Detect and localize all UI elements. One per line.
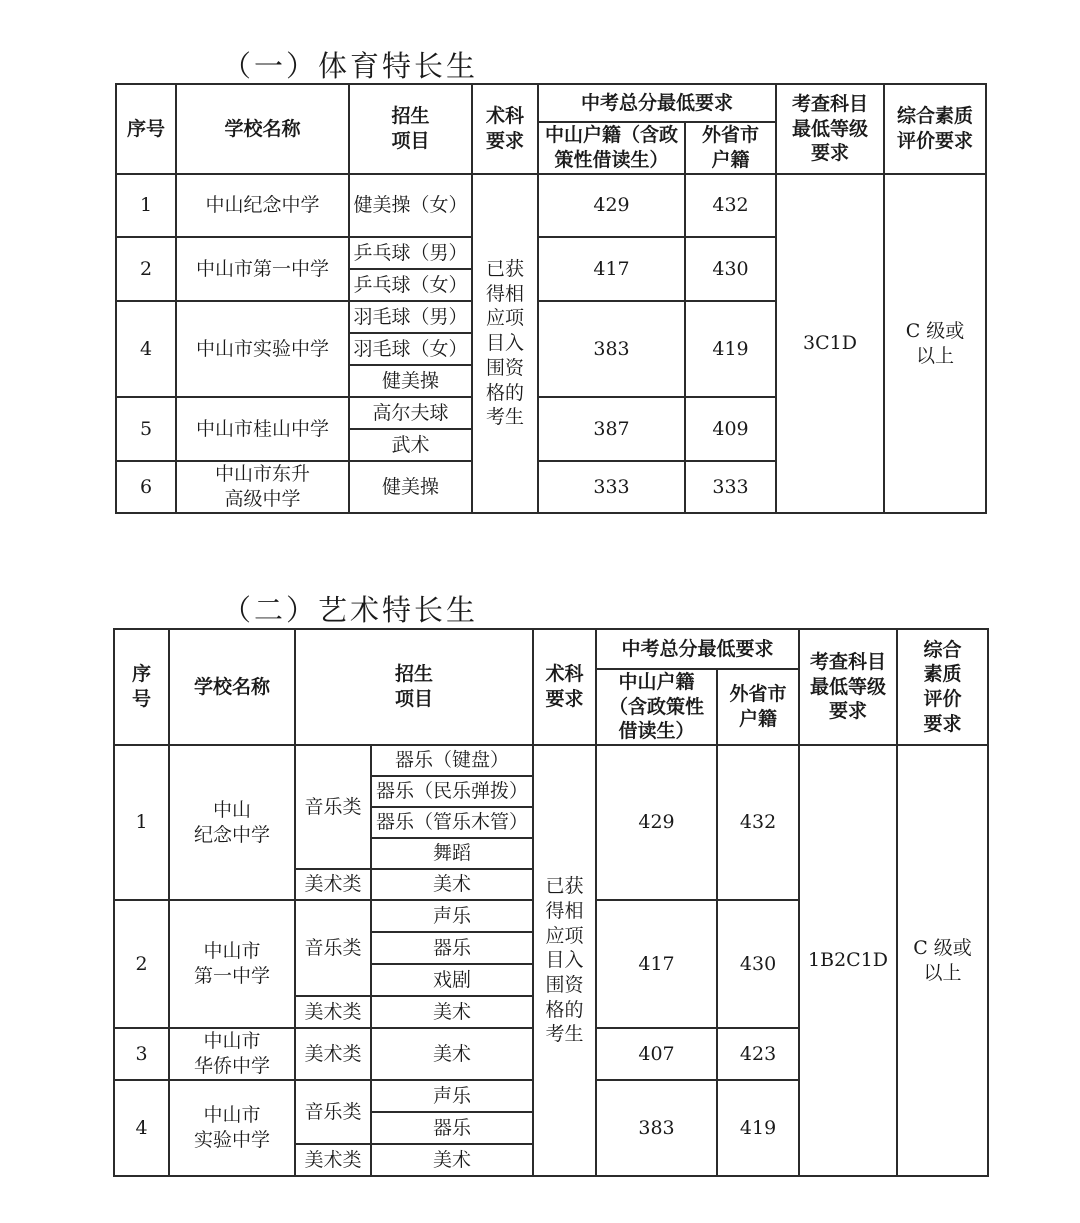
header-item: 招生 项目	[349, 84, 472, 174]
header-score-group: 中考总分最低要求	[596, 629, 799, 669]
other-score: 430	[717, 900, 799, 1028]
grade-requirement: 3C1D	[776, 174, 884, 513]
other-score: 430	[685, 237, 776, 301]
program-item: 器乐（键盘）	[371, 745, 533, 776]
header-zs-score: 中山户籍（含政 策性借读生）	[538, 122, 685, 174]
grade-requirement: 1B2C1D	[799, 745, 897, 1176]
program-item: 武术	[349, 429, 472, 461]
school-name: 中山市第一中学	[176, 237, 349, 301]
row-no: 4	[114, 1080, 169, 1176]
category-name: 美术类	[295, 1028, 371, 1080]
category-name: 美术类	[295, 996, 371, 1028]
quality-requirement: C 级或 以上	[897, 745, 988, 1176]
program-item: 健美操	[349, 461, 472, 513]
header-zs-score: 中山户籍 （含政策性 借读生）	[596, 669, 717, 745]
header-no: 序 号	[114, 629, 169, 745]
other-score: 432	[685, 174, 776, 237]
program-item: 戏剧	[371, 964, 533, 996]
category-name: 美术类	[295, 1144, 371, 1176]
program-item: 器乐	[371, 932, 533, 964]
row-no: 2	[116, 237, 176, 301]
sports-table	[115, 83, 987, 514]
header-school: 学校名称	[176, 84, 349, 174]
skill-requirement: 已获 得相 应项 目入 围资 格的 考生	[533, 745, 596, 1176]
header-skill: 术科 要求	[472, 84, 538, 174]
zs-score: 429	[596, 745, 717, 900]
category-name: 美术类	[295, 869, 371, 900]
row-no: 2	[114, 900, 169, 1028]
program-item: 美术	[371, 1144, 533, 1176]
zs-score: 387	[538, 397, 685, 461]
header-grade: 考查科目 最低等级 要求	[776, 84, 884, 174]
school-name: 中山纪念中学	[176, 174, 349, 237]
school-name: 中山市 第一中学	[169, 900, 295, 1028]
category-name: 音乐类	[295, 900, 371, 996]
zs-score: 407	[596, 1028, 717, 1080]
zs-score: 417	[596, 900, 717, 1028]
school-name: 中山市东升 高级中学	[176, 461, 349, 513]
program-item: 器乐（民乐弹拨）	[371, 776, 533, 807]
section-title-sports: （一）体育特长生	[222, 49, 479, 83]
row-no: 5	[116, 397, 176, 461]
row-no: 4	[116, 301, 176, 397]
header-other-score: 外省市 户籍	[717, 669, 799, 745]
other-score: 333	[685, 461, 776, 513]
row-no: 1	[114, 745, 169, 900]
school-name: 中山 纪念中学	[169, 745, 295, 900]
row-no: 3	[114, 1028, 169, 1080]
program-item: 声乐	[371, 1080, 533, 1112]
school-name: 中山市桂山中学	[176, 397, 349, 461]
program-item: 健美操（女）	[349, 174, 472, 237]
skill-requirement: 已获 得相 应项 目入 围资 格的 考生	[472, 174, 538, 513]
zs-score: 383	[596, 1080, 717, 1176]
header-other-score: 外省市 户籍	[685, 122, 776, 174]
other-score: 432	[717, 745, 799, 900]
program-item: 器乐（管乐木管）	[371, 807, 533, 838]
program-item: 健美操	[349, 365, 472, 397]
header-school: 学校名称	[169, 629, 295, 745]
program-item: 乒乓球（女）	[349, 269, 472, 301]
header-skill: 术科 要求	[533, 629, 596, 745]
school-name: 中山市 华侨中学	[169, 1028, 295, 1080]
header-score-group: 中考总分最低要求	[538, 84, 776, 122]
zs-score: 333	[538, 461, 685, 513]
program-item: 美术	[371, 1028, 533, 1080]
program-item: 舞蹈	[371, 838, 533, 869]
other-score: 419	[717, 1080, 799, 1176]
section-title-arts: （二）艺术特长生	[222, 593, 479, 627]
other-score: 409	[685, 397, 776, 461]
zs-score: 383	[538, 301, 685, 397]
program-item: 乒乓球（男）	[349, 237, 472, 269]
school-name: 中山市实验中学	[176, 301, 349, 397]
category-name: 音乐类	[295, 1080, 371, 1144]
program-item: 高尔夫球	[349, 397, 472, 429]
zs-score: 429	[538, 174, 685, 237]
program-item: 羽毛球（男）	[349, 301, 472, 333]
other-score: 423	[717, 1028, 799, 1080]
header-quality: 综合 素质 评价 要求	[897, 629, 988, 745]
program-item: 美术	[371, 996, 533, 1028]
header-quality: 综合素质 评价要求	[884, 84, 986, 174]
category-name: 音乐类	[295, 745, 371, 869]
header-item: 招生 项目	[295, 629, 533, 745]
school-name: 中山市 实验中学	[169, 1080, 295, 1176]
arts-table	[113, 628, 989, 1177]
header-grade: 考查科目 最低等级 要求	[799, 629, 897, 745]
program-item: 美术	[371, 869, 533, 900]
row-no: 1	[116, 174, 176, 237]
zs-score: 417	[538, 237, 685, 301]
program-item: 声乐	[371, 900, 533, 932]
row-no: 6	[116, 461, 176, 513]
program-item: 羽毛球（女）	[349, 333, 472, 365]
other-score: 419	[685, 301, 776, 397]
header-no: 序号	[116, 84, 176, 174]
program-item: 器乐	[371, 1112, 533, 1144]
quality-requirement: C 级或 以上	[884, 174, 986, 513]
